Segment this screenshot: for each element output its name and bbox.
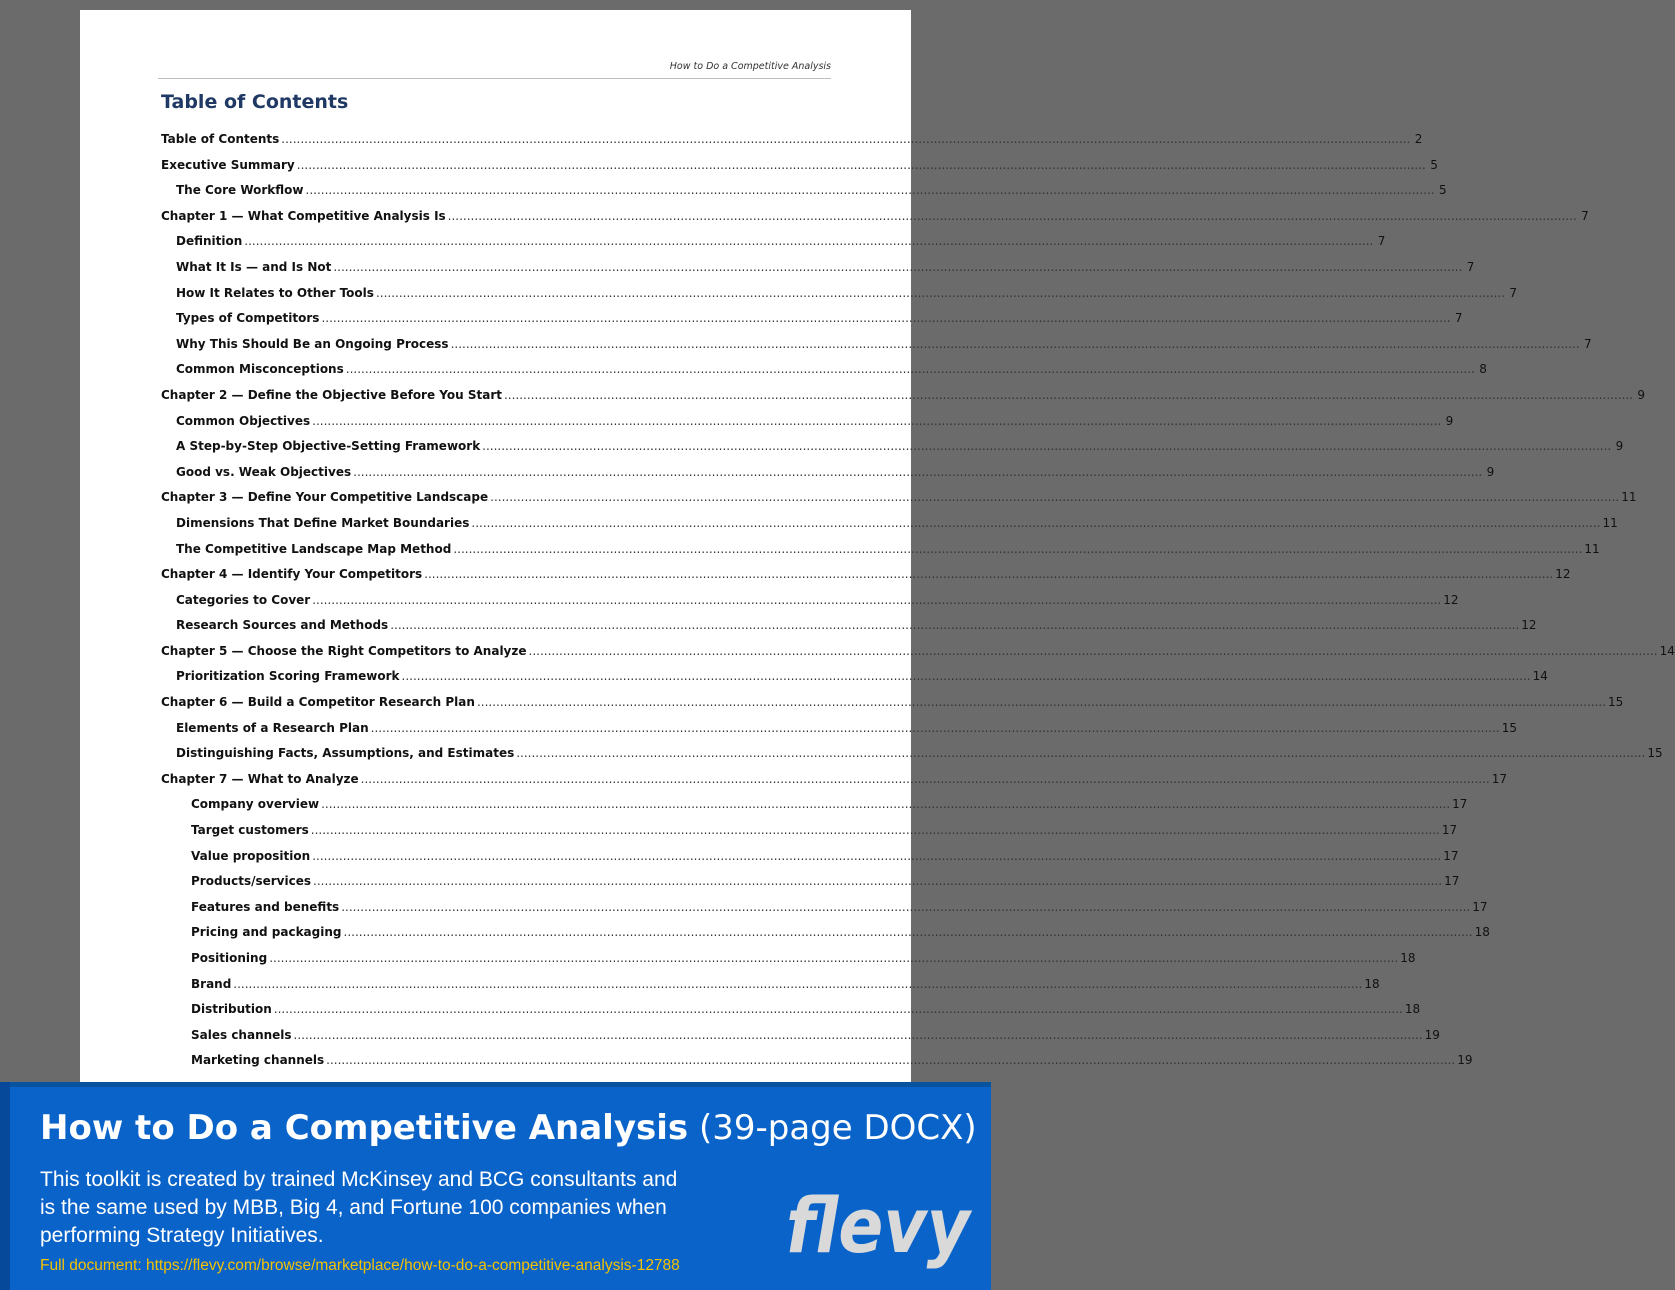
toc-dot-leader: [477, 695, 1606, 709]
link-prefix: Full document:: [40, 1257, 146, 1274]
toc-dot-leader: [451, 337, 1580, 351]
toc-entry[interactable]: [161, 490, 1637, 516]
toc-entry[interactable]: [161, 413, 1454, 440]
toc-entry-label: Categories to Cover: [176, 592, 311, 607]
toc-dot-leader: [312, 593, 1441, 607]
full-document-link[interactable]: [40, 1257, 680, 1275]
toc-dot-leader: [333, 260, 1462, 274]
toc-entry-label: Chapter 6 — Build a Competitor Research Plan: [161, 695, 475, 710]
toc-entry-label: Dimensions That Define Market Boundaries: [176, 515, 470, 530]
toc-entry-label: Chapter 1 — What Competitive Analysis Is: [161, 208, 446, 223]
toc-entry-page: 7: [1581, 208, 1589, 223]
banner-title-format: (39-page DOCX): [698, 1108, 977, 1148]
document-page: [80, 10, 1675, 1090]
toc-entry-label: Common Misconceptions: [176, 362, 344, 377]
toc-entry[interactable]: [161, 285, 1518, 312]
toc-entry-label: Pricing and packaging: [191, 925, 342, 940]
toc-entry-label: Company overview: [191, 797, 320, 812]
toc-dot-leader: [453, 542, 1582, 556]
flevy-logo-text: flevy: [786, 1181, 974, 1270]
toc-entry-page: 18: [1400, 951, 1416, 965]
toc-entry-page: 17: [1444, 874, 1460, 889]
toc-entry-page: 15: [1647, 746, 1663, 761]
toc-dot-leader: [294, 1028, 1423, 1042]
toc-dot-leader: [281, 132, 1410, 146]
toc-entry-label: Value proposition: [191, 848, 311, 863]
toc-entry-page: 17: [1491, 771, 1508, 786]
toc-entry-page: 17: [1452, 797, 1468, 812]
toc-entry[interactable]: [161, 771, 1508, 798]
toc-entry-page: 17: [1443, 848, 1459, 863]
toc-entry[interactable]: [161, 618, 1537, 644]
header-rule: [158, 78, 831, 79]
toc-entry-label: Good vs. Weak Objectives: [176, 464, 352, 479]
toc-entry-page: 12: [1521, 618, 1537, 633]
toc-entry-label: Features and benefits: [191, 899, 340, 914]
toc-entry[interactable]: [161, 720, 1518, 747]
toc-dot-leader: [353, 465, 1482, 479]
running-header: How to Do a Competitive Analysis: [669, 61, 831, 72]
toc-entry-page: 18: [1364, 976, 1380, 991]
toc-entry[interactable]: [161, 874, 1460, 900]
toc-entry[interactable]: [161, 541, 1600, 568]
toc-entry-label: Target customers: [191, 823, 309, 838]
banner-accent-bar: [0, 1082, 10, 1290]
toc-entry-page: 11: [1621, 490, 1637, 505]
toc-entry-label: Prioritization Scoring Framework: [176, 669, 400, 684]
toc-entry-label: Research Sources and Methods: [176, 618, 389, 633]
toc-entry-page: 15: [1501, 720, 1518, 735]
toc-entry-label: The Core Workflow: [176, 183, 304, 198]
toc-dot-leader: [233, 977, 1362, 991]
toc-entry[interactable]: [161, 259, 1475, 286]
toc-dot-leader: [471, 516, 1600, 530]
promo-banner: [0, 1082, 991, 1290]
toc-entry[interactable]: [161, 132, 1423, 158]
toc-entry[interactable]: [161, 157, 1438, 184]
toc-dot-leader: [482, 439, 1611, 453]
toc-dot-leader: [341, 900, 1470, 914]
banner-title-main: How to Do a Competitive Analysis: [40, 1108, 689, 1148]
toc-entry[interactable]: [161, 362, 1487, 388]
toc-entry-page: 17: [1441, 823, 1458, 838]
toc-entry-page: 9: [1637, 387, 1646, 402]
toc-entry-page: 17: [1472, 899, 1488, 914]
toc-dot-leader: [274, 1002, 1403, 1016]
toc-dot-leader: [448, 209, 1577, 223]
toc-entry[interactable]: [161, 643, 1675, 670]
toc-entry-page: 5: [1430, 157, 1438, 172]
toc-entry-label: Why This Should Be an Ongoing Process: [176, 336, 449, 351]
toc-title: Table of Contents: [161, 91, 349, 113]
banner-description: This toolkit is created by trained McKinsey and BCG consultants and is the same used by MBB, Big 4, and Fortune 100 companies when performing Strategy Initiatives.: [40, 1168, 678, 1247]
toc-entry[interactable]: [161, 592, 1459, 619]
toc-entry-page: 11: [1584, 541, 1600, 556]
toc-entry[interactable]: [161, 695, 1624, 721]
toc-entry-label: Sales channels: [191, 1027, 292, 1042]
toc-dot-leader: [516, 746, 1645, 760]
toc-entry-page: 7: [1454, 311, 1463, 326]
toc-dot-leader: [312, 849, 1441, 863]
banner-title: [40, 1108, 977, 1148]
document-url[interactable]: https://flevy.com/browse/marketplace/how-to-do-a-competitive-analysis-12788: [145, 1257, 680, 1274]
toc-entry-label: What It Is — and Is Not: [176, 259, 332, 274]
toc-entry-label: Common Objectives: [176, 413, 311, 428]
toc-dot-leader: [297, 158, 1426, 172]
toc-entry[interactable]: [161, 1053, 1473, 1079]
toc-dot-leader: [376, 286, 1505, 300]
flevy-logo: [784, 1166, 974, 1276]
toc-entry[interactable]: [161, 1002, 1421, 1028]
toc-entry[interactable]: [161, 464, 1495, 491]
toc-entry-label: Executive Summary: [161, 157, 295, 172]
toc-entry-page: 7: [1509, 285, 1518, 300]
toc-entry-label: Table of Contents: [161, 132, 280, 146]
toc-dot-leader: [269, 951, 1398, 965]
toc-entry-page: 5: [1438, 183, 1447, 198]
toc-entry-page: 9: [1445, 413, 1454, 428]
toc-dot-leader: [504, 388, 1633, 402]
toc-entry[interactable]: [161, 669, 1548, 695]
toc-entry[interactable]: [161, 234, 1386, 260]
toc-entry[interactable]: [161, 439, 1624, 465]
toc-entry-page: 11: [1602, 515, 1618, 530]
toc-entry-page: 19: [1457, 1053, 1473, 1068]
toc-entry[interactable]: [161, 515, 1618, 542]
toc-dot-leader: [244, 234, 1373, 248]
toc-dot-leader: [326, 1053, 1455, 1067]
toc-entry[interactable]: [161, 899, 1488, 926]
toc-entry[interactable]: [161, 1027, 1440, 1054]
toc-entry-label: A Step-by-Step Objective-Setting Framework: [176, 439, 481, 454]
toc-entry-label: Brand: [191, 976, 232, 991]
toc-dot-leader: [321, 311, 1450, 325]
toc-entry-page: 14: [1659, 643, 1675, 658]
toc-entry-label: Chapter 5 — Choose the Right Competitors to Analyze: [161, 643, 527, 658]
toc-entry-page: 8: [1479, 362, 1487, 377]
toc-dot-leader: [312, 414, 1441, 428]
toc-entry-label: Products/services: [191, 874, 311, 889]
toc-entry-page: 19: [1424, 1027, 1440, 1042]
toc-entry-label: Types of Competitors: [176, 311, 320, 326]
toc-entry-label: Positioning: [191, 951, 268, 965]
toc-entry[interactable]: [161, 183, 1447, 209]
toc-entry[interactable]: [161, 823, 1458, 849]
toc-entry[interactable]: [161, 976, 1380, 1003]
toc-dot-leader: [313, 874, 1442, 888]
toc-entry-page: 9: [1615, 439, 1624, 454]
toc-entry-page: 7: [1584, 336, 1592, 351]
toc-dot-leader: [361, 772, 1490, 786]
table-of-contents: [161, 132, 1675, 1079]
toc-dot-leader: [321, 797, 1450, 811]
toc-dot-leader: [306, 183, 1435, 197]
toc-dot-leader: [311, 823, 1440, 837]
toc-entry[interactable]: [161, 567, 1571, 593]
toc-entry-page: 9: [1486, 464, 1495, 479]
toc-entry-label: Chapter 3 — Define Your Competitive Landscape: [161, 490, 489, 505]
banner-top-line: [0, 1082, 991, 1087]
toc-entry-page: 15: [1608, 695, 1624, 710]
toc-entry-label: The Competitive Landscape Map Method: [176, 541, 452, 556]
toc-entry-label: Elements of a Research Plan: [176, 720, 369, 735]
toc-dot-leader: [424, 567, 1553, 581]
toc-entry[interactable]: [161, 925, 1490, 951]
toc-dot-leader: [346, 362, 1475, 376]
toc-entry[interactable]: [161, 848, 1459, 875]
toc-entry-label: Distinguishing Facts, Assumptions, and Estimates: [176, 746, 515, 761]
toc-entry-label: Chapter 2 — Define the Objective Before You Start: [161, 387, 502, 402]
toc-entry-label: Marketing channels: [191, 1053, 325, 1068]
toc-entry-page: 7: [1466, 259, 1475, 274]
toc-entry-label: Definition: [176, 234, 243, 249]
toc-entry-page: 18: [1404, 1002, 1421, 1017]
toc-entry-page: 14: [1532, 669, 1548, 684]
toc-entry-label: Chapter 4 — Identify Your Competitors: [161, 567, 423, 582]
toc-entry[interactable]: [161, 951, 1416, 977]
toc-entry-label: Chapter 7 — What to Analyze: [161, 771, 359, 786]
toc-entry-page: 12: [1555, 567, 1571, 582]
toc-entry[interactable]: [161, 746, 1663, 772]
toc-entry[interactable]: [161, 797, 1468, 823]
toc-dot-leader: [529, 644, 1658, 658]
toc-dot-leader: [390, 618, 1519, 632]
toc-dot-leader: [371, 721, 1500, 735]
toc-dot-leader: [402, 669, 1531, 683]
toc-entry-label: How It Relates to Other Tools: [176, 285, 374, 300]
toc-entry-label: Distribution: [191, 1002, 272, 1017]
toc-entry[interactable]: [161, 336, 1592, 363]
toc-entry-page: 12: [1443, 592, 1459, 607]
toc-entry-page: 7: [1377, 234, 1386, 249]
toc-entry-page: 18: [1474, 925, 1490, 940]
toc-entry[interactable]: [161, 208, 1589, 235]
toc-entry[interactable]: [161, 387, 1646, 414]
toc-dot-leader: [490, 490, 1619, 504]
toc-dot-leader: [344, 925, 1473, 939]
toc-entry[interactable]: [161, 311, 1463, 337]
toc-entry-page: 2: [1414, 132, 1423, 146]
